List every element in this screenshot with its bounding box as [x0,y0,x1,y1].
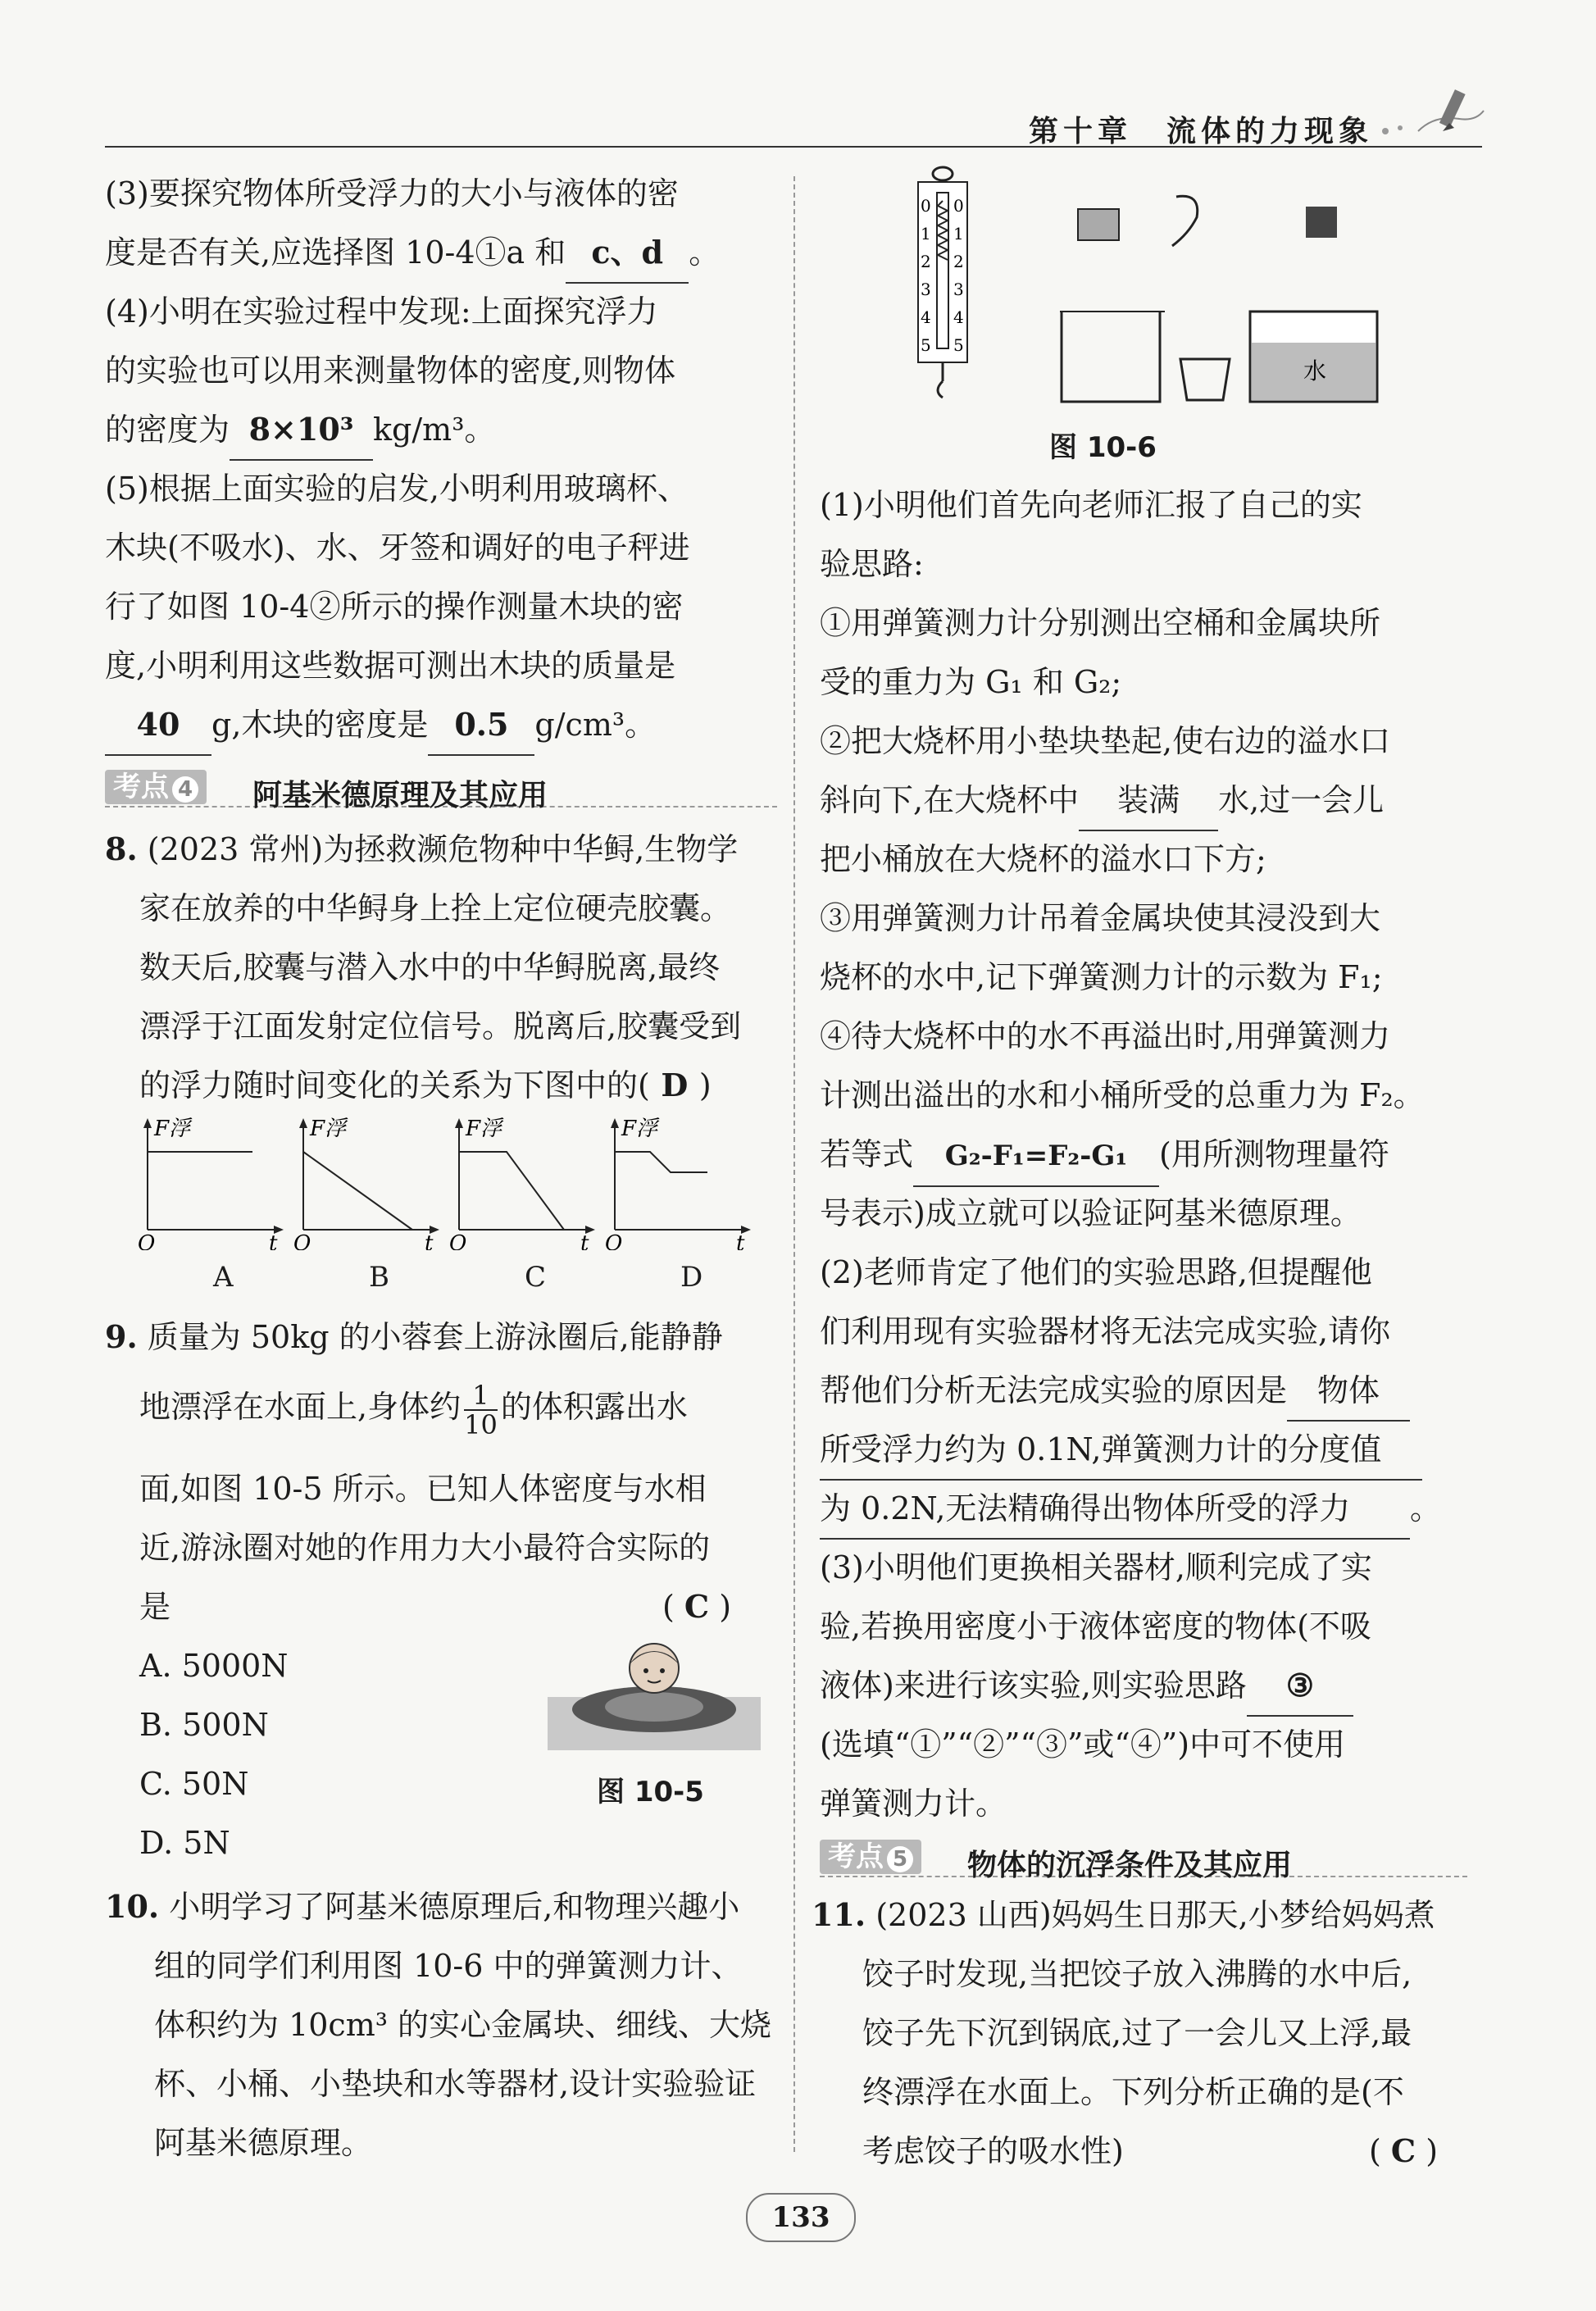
text: 小明学习了阿基米德原理后,和物理兴趣小 [169,1889,740,1925]
graph-b [293,1117,439,1250]
r-p3-line3 [820,1656,1353,1717]
r-p3-line4: (选填“①”“②”“③”或“④”)中可不使用 [820,1726,1346,1763]
graph-a-origin: O [138,1231,156,1250]
question-number: 11. [812,1896,866,1933]
spring-scale [918,167,967,398]
graph-a-label: A [213,1261,234,1294]
small-pad-block [1306,207,1337,238]
graph-d [605,1117,751,1250]
q3-part3-line1: (3)要探究物体所受浮力的大小与液体的密 [105,175,679,212]
graph-b-xlabel: t [425,1231,434,1250]
graph-c [449,1117,595,1250]
q8-line3: 数天后,胶囊与潜入水中的中华鲟脱离,最终 [139,949,721,985]
text: kg/m³。 [373,412,496,448]
answer-blank: c、d [566,223,689,284]
big-beaker [1062,312,1160,402]
fig-10-6-apparatus [914,164,1406,410]
r-s4-line2: 计测出溢出的水和小桶所受的总重力为 F₂。 [820,1077,1425,1113]
q3-part4-line2: 的实验也可以用来测量物体的密度,则物体 [105,353,676,389]
graph-d-ylabel: F浮 [621,1117,658,1141]
choice-answer: C [1390,2132,1416,2169]
answer-blank: 0.5 [428,695,534,756]
q3-part5-line4: 度,小明利用这些数据可测出木块的质量是 [105,648,676,684]
kaodian-tag [105,770,207,804]
graph-c-xlabel: t [580,1231,589,1250]
text: 地漂浮在水面上,身体约 [139,1389,462,1425]
text: 若等式 [820,1136,914,1172]
text: g/cm³。 [534,707,657,743]
q8-line2: 家在放养的中华鲟身上拴上定位硬壳胶囊。 [139,890,732,926]
r-p2-line3 [820,1361,1410,1422]
small-bucket [1180,359,1230,400]
q3-part3-line2 [105,223,720,284]
swimmer-illustration [548,1640,761,1754]
q3-part4-line1: (4)小明在实验过程中发现:上面探究浮力 [105,293,658,330]
graph-d-label: D [680,1261,703,1294]
q9-option-a: A. 5000N [139,1648,289,1684]
r-s2-line3: 把小桶放在大烧杯的溢水口下方; [820,841,1266,877]
q3-part5-line2: 木块(不吸水)、水、牙签和调好的电子秤进 [105,530,690,566]
graph-d-curve [615,1152,707,1172]
scale-mark-left: 0 [921,196,931,216]
scale-mark-right: 5 [953,335,964,355]
kaodian-number: 4 [172,776,198,803]
scale-mark-left: 5 [921,335,931,355]
thread [1172,196,1198,246]
q8-line4: 漂浮于江面发射定位信号。脱离后,胶囊受到 [139,1008,742,1044]
graph-c-origin: O [449,1231,467,1250]
graph-b-origin: O [293,1231,311,1250]
q10-line1 [105,1877,739,1936]
q9-line4: 近,游泳圈对她的作用力大小最符合实际的 [139,1530,711,1566]
kaodian-5-header [820,1836,1467,1882]
graph-a-ylabel: F浮 [154,1117,191,1141]
text: ) [698,1067,712,1103]
q11-line2: 饺子时发现,当把饺子放入沸腾的水中后, [862,1956,1412,1992]
text: 帮他们分析无法完成实验的原因是 [820,1372,1288,1408]
page-number: 133 [746,2193,856,2242]
scale-mark-right: 4 [953,307,964,327]
r-s1-line2: 受的重力为 G₁ 和 G₂; [820,664,1122,700]
graph-c-curve [459,1152,564,1230]
chapter-title: 第十章 流体的力现象 [1029,114,1374,148]
scale-mark-left: 3 [921,280,931,299]
q10-line2: 组的同学们利用图 10-6 中的弹簧测力计、 [154,1948,743,1984]
scale-mark-right: 2 [953,252,964,271]
r-s2-line1: ②把大烧杯用小垫块垫起,使右边的溢水口 [820,723,1391,759]
graph-b-curve [303,1152,412,1230]
q11-line3: 饺子先下沉到锅底,过了一会儿又上浮,最 [862,2015,1412,2051]
text: (2023 山西)妈妈生日那天,小梦给妈妈煮 [875,1897,1435,1933]
r-s2-line2 [820,771,1384,831]
r-p2-line5 [820,1479,1441,1540]
q9-option-c: C. 50N [139,1766,249,1802]
text: 考点 [113,771,169,803]
graph-c-label: C [525,1261,547,1294]
r-s4-line4: 号表示)成立就可以验证阿基米德原理。 [820,1195,1362,1231]
r-s1-line1: ①用弹簧测力计分别测出空桶和金属块所 [820,605,1381,641]
r-p2-line2: 们利用现有实验器材将无法完成实验,请你 [820,1313,1391,1349]
choice-answer: D [661,1067,689,1103]
q10-line3: 体积约为 10cm³ 的实心金属块、细线、大烧 [154,2007,772,2043]
r-s4-line1: ④待大烧杯中的水不再溢出时,用弹簧测力 [820,1018,1391,1054]
question-number: 9. [105,1318,138,1355]
graph-a [138,1117,284,1250]
answer-blank: 所受浮力约为 0.1N,弹簧测力计的分度值 [820,1420,1422,1481]
q3-part5-line3: 行了如图 10-4②所示的操作测量木块的密 [105,589,684,625]
r-p2-line4 [820,1420,1422,1481]
scale-mark-right: 3 [953,280,964,299]
fraction-denominator: 10 [464,1408,498,1440]
fig-10-5-caption: 图 10-5 [597,1776,704,1808]
text: 考点 [828,1840,884,1873]
q9-answer: ( C ) [662,1588,732,1625]
text: 水,过一会儿 [1218,782,1385,818]
question-number: 8. [105,830,138,867]
text: 斜向下,在大烧杯中 [820,782,1080,818]
r-p3-line2: 验,若换用密度小于液体密度的物体(不吸 [820,1608,1371,1645]
question-number: 10. [105,1888,160,1925]
choice-answer: C [684,1588,710,1625]
q9-option-d: D. 5N [139,1825,230,1861]
scale-mark-left: 2 [921,252,931,271]
r-s3-line1: ③用弹簧测力计吊着金属块使其浸没到大 [820,900,1381,936]
text: 。 [689,234,721,271]
q8-line1 [105,820,738,879]
header-rule [105,146,1482,148]
scale-mark-left: 4 [921,307,931,327]
fraction-numerator: 1 [464,1381,498,1411]
water-label: 水 [1303,357,1327,384]
text: 质量为 50kg 的小蓉套上游泳圈后,能静静 [147,1319,723,1355]
answer-blank: ③ [1247,1656,1353,1717]
r-p3-line5: 弹簧测力计。 [820,1786,1007,1822]
answer-blank: G₂-F₁=F₂-G₁ [913,1126,1159,1187]
text: 液体)来进行该实验,则实验思路 [820,1667,1247,1704]
answer-blank: 为 0.2N,无法精确得出物体所受的浮力 [820,1479,1410,1540]
q9-line5: 是 [139,1589,171,1625]
answer-blank: 8×10³ [230,400,373,461]
q10-line4: 杯、小桶、小垫块和水等器材,设计实验验证 [154,2066,757,2102]
graph-b-label: B [369,1261,389,1294]
q3-part5-line5 [105,695,656,756]
metal-block [1078,209,1119,240]
scale-mark-right: 1 [953,224,964,243]
q11-line4: 终漂浮在水面上。下列分析正确的是(不 [862,2074,1404,2110]
column-divider [793,176,795,2152]
graph-d-origin: O [605,1231,623,1250]
text: 的浮力随时间变化的关系为下图中的( [139,1067,650,1103]
scale-mark-right: 0 [953,196,964,216]
text: (用所测物理量符 [1159,1136,1389,1172]
kaodian-title: 物体的沉浮条件及其应用 [967,1849,1293,1882]
graph-b-ylabel: F浮 [310,1117,347,1141]
graph-a-xlabel: t [269,1231,278,1250]
r-p1-line2: 验思路: [820,546,924,582]
graph-d-xlabel: t [736,1231,745,1250]
r-s4-line3 [820,1125,1389,1187]
kaodian-tag [820,1840,921,1874]
fraction [464,1381,498,1439]
r-s3-line2: 烧杯的水中,记下弹簧测力计的示数为 F₁; [820,959,1383,995]
graph-c-ylabel: F浮 [466,1117,502,1141]
q9-line2 [139,1377,688,1439]
fig-10-6-caption: 图 10-6 [1049,431,1157,464]
answer-blank: 装满 [1079,771,1218,831]
q3-part4-line3 [105,400,495,461]
scale-mark-left: 1 [921,224,931,243]
r-p2-line1: (2)老师肯定了他们的实验思路,但提醒他 [820,1254,1372,1290]
answer-blank: 物体 [1287,1361,1410,1422]
kaodian-number: 5 [887,1846,913,1872]
q11-answer: ( C ) [1369,2132,1439,2169]
q11-line1 [812,1886,1435,1945]
q9-line3: 面,如图 10-5 所示。已知人体密度与水相 [139,1471,707,1507]
q11-line5: 考虑饺子的吸水性) [862,2133,1124,2169]
q10-line5: 阿基米德原理。 [154,2125,373,2161]
r-p1-line1: (1)小明他们首先向老师汇报了自己的实 [820,487,1362,523]
pencil-decoration-icon [1369,74,1492,148]
text: 的密度为 [105,412,230,448]
q9-line1 [105,1308,723,1367]
kaodian-title: 阿基米德原理及其应用 [252,779,548,812]
q3-part5-line1: (5)根据上面实验的启发,小明利用玻璃杯、 [105,471,689,507]
q8-graph-options [138,1115,777,1250]
answer-blank: 40 [105,695,211,756]
text: 。 [1410,1490,1442,1526]
text: g,木块的密度是 [211,707,429,743]
q8-line5 [139,1056,712,1115]
text: 度是否有关,应选择图 10-4①a 和 [105,234,566,271]
kaodian-4-header [105,767,777,812]
q9-option-b: B. 500N [139,1707,269,1743]
text: (2023 常州)为拯救濒危物种中华鲟,生物学 [147,831,739,867]
text: 的体积露出水 [500,1389,688,1425]
r-p3-line1: (3)小明他们更换相关器材,顺利完成了实 [820,1549,1372,1585]
